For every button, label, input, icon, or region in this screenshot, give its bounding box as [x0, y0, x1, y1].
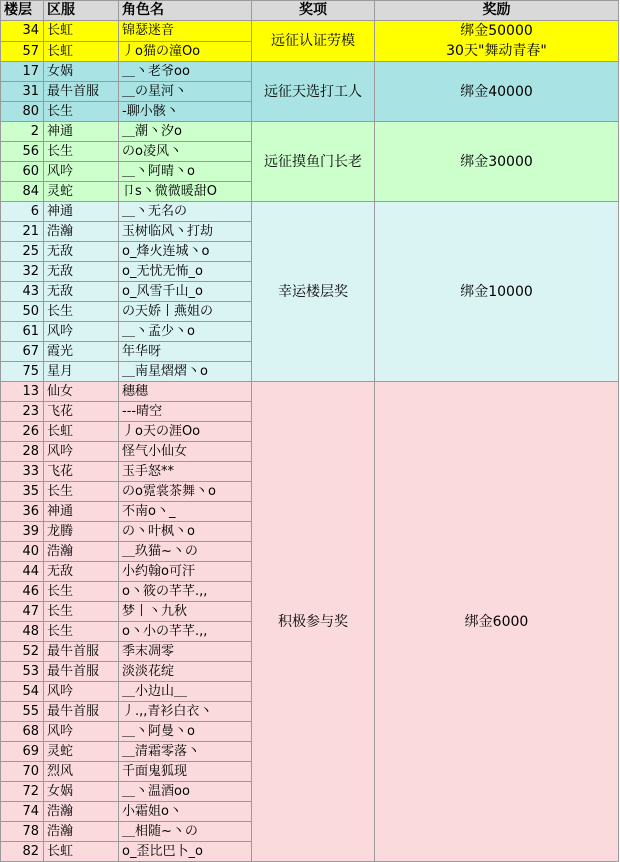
server-cell: 无敌 — [44, 282, 119, 302]
role-name-cell: 年华呀 — [119, 342, 252, 362]
server-cell: 风吟 — [44, 322, 119, 342]
role-name-cell: o_风雪千山_o — [119, 282, 252, 302]
role-name-cell: ＿丶阿曼丶o — [119, 722, 252, 742]
role-name-cell: 卩s丶微微暖甜O — [119, 182, 252, 202]
floor-cell: 67 — [1, 342, 44, 362]
table-row — [1, 62, 619, 82]
server-cell: 仙女 — [44, 382, 119, 402]
floor-cell: 32 — [1, 262, 44, 282]
role-name-cell: 锦瑟迷音 — [119, 21, 252, 42]
server-cell: 长生 — [44, 102, 119, 122]
server-cell: 烈风 — [44, 762, 119, 782]
server-cell: 长虹 — [44, 21, 119, 42]
server-cell: 长生 — [44, 142, 119, 162]
server-cell: 女娲 — [44, 62, 119, 82]
floor-cell: 52 — [1, 642, 44, 662]
header-server: 区服 — [44, 1, 119, 21]
server-cell: 最牛首服 — [44, 642, 119, 662]
server-cell: 女娲 — [44, 782, 119, 802]
server-cell: 长生 — [44, 482, 119, 502]
floor-cell: 47 — [1, 602, 44, 622]
server-cell: 灵蛇 — [44, 742, 119, 762]
header-reward: 奖励 — [375, 1, 619, 21]
floor-cell: 44 — [1, 562, 44, 582]
role-name-cell: 梦丨丶九秋 — [119, 602, 252, 622]
floor-cell: 61 — [1, 322, 44, 342]
floor-cell: 2 — [1, 122, 44, 142]
server-cell: 灵蛇 — [44, 182, 119, 202]
floor-cell: 21 — [1, 222, 44, 242]
server-cell: 最牛首服 — [44, 702, 119, 722]
role-name-cell: 不南o丶_ — [119, 502, 252, 522]
server-cell: 长生 — [44, 302, 119, 322]
reward-cell — [375, 382, 619, 862]
role-name-cell: o_烽火连城丶o — [119, 242, 252, 262]
floor-cell: 46 — [1, 582, 44, 602]
reward-line: 绑金10000 — [460, 283, 533, 300]
server-cell: 风吟 — [44, 442, 119, 462]
floor-cell: 25 — [1, 242, 44, 262]
floor-cell: 60 — [1, 162, 44, 182]
server-cell: 霞光 — [44, 342, 119, 362]
reward-cell — [375, 202, 619, 382]
server-cell: 风吟 — [44, 682, 119, 702]
floor-cell: 48 — [1, 622, 44, 642]
role-name-cell: ＿の星河丶 — [119, 82, 252, 102]
role-name-cell: o丶筱の芊芊.,, — [119, 582, 252, 602]
floor-cell: 50 — [1, 302, 44, 322]
role-name-cell: の丶叶枫丶o — [119, 522, 252, 542]
server-cell: 长生 — [44, 602, 119, 622]
reward-cell — [375, 62, 619, 122]
floor-cell: 13 — [1, 382, 44, 402]
server-cell: 飞花 — [44, 402, 119, 422]
role-name-cell: ＿丶温酒oo — [119, 782, 252, 802]
server-cell: 长虹 — [44, 842, 119, 862]
floor-cell: 34 — [1, 21, 44, 42]
role-name-cell: 怪气小仙女 — [119, 442, 252, 462]
server-cell: 长虹 — [44, 422, 119, 442]
award-cell: 远征认证劳模 — [252, 21, 375, 62]
role-name-cell: ＿南星熠熠丶o — [119, 362, 252, 382]
floor-cell: 70 — [1, 762, 44, 782]
floor-cell: 23 — [1, 402, 44, 422]
floor-cell: 82 — [1, 842, 44, 862]
role-name-cell: -聊小骸丶 — [119, 102, 252, 122]
role-name-cell: 玉树临风丶打劫 — [119, 222, 252, 242]
floor-cell: 54 — [1, 682, 44, 702]
floor-cell: 56 — [1, 142, 44, 162]
server-cell: 无敌 — [44, 262, 119, 282]
server-cell: 长生 — [44, 622, 119, 642]
floor-cell: 53 — [1, 662, 44, 682]
table-body — [1, 21, 619, 862]
floor-cell: 17 — [1, 62, 44, 82]
floor-cell: 40 — [1, 542, 44, 562]
header-row — [1, 1, 619, 21]
reward-line: 绑金30000 — [460, 153, 533, 170]
server-cell: 风吟 — [44, 722, 119, 742]
floor-cell: 72 — [1, 782, 44, 802]
role-name-cell: 季末凋零 — [119, 642, 252, 662]
role-name-cell: 丿o猫の潼Oo — [119, 41, 252, 62]
server-cell: 神通 — [44, 122, 119, 142]
role-name-cell: o_无忧无怖_o — [119, 262, 252, 282]
role-name-cell: のo凌风丶 — [119, 142, 252, 162]
server-cell: 最牛首服 — [44, 662, 119, 682]
server-cell: 浩瀚 — [44, 222, 119, 242]
role-name-cell: 小霜姐o丶 — [119, 802, 252, 822]
role-name-cell: ＿丶阿晴丶o — [119, 162, 252, 182]
floor-cell: 39 — [1, 522, 44, 542]
role-name-cell: ＿玖猫~丶の — [119, 542, 252, 562]
role-name-cell: ＿潮丶汐o — [119, 122, 252, 142]
role-name-cell: ＿丶老爷oo — [119, 62, 252, 82]
role-name-cell: ＿相随~丶の — [119, 822, 252, 842]
role-name-cell: 丿o天の涯Oo — [119, 422, 252, 442]
server-cell: 无敌 — [44, 242, 119, 262]
role-name-cell: 玉手怒** — [119, 462, 252, 482]
reward-line: 30天"舞动青春" — [446, 43, 547, 59]
role-name-cell: ＿丶无名の — [119, 202, 252, 222]
floor-cell: 28 — [1, 442, 44, 462]
floor-cell: 36 — [1, 502, 44, 522]
server-cell: 长虹 — [44, 41, 119, 62]
role-name-cell: ---晴空 — [119, 402, 252, 422]
reward-line: 绑金40000 — [460, 83, 533, 100]
table-row — [1, 202, 619, 222]
reward-line: 绑金6000 — [464, 613, 529, 630]
server-cell: 无敌 — [44, 562, 119, 582]
server-cell: 长生 — [44, 582, 119, 602]
header-award: 奖项 — [252, 1, 375, 21]
role-name-cell: 淡淡花绽 — [119, 662, 252, 682]
award-cell: 积极参与奖 — [252, 382, 375, 862]
role-name-cell: のo霓裳茶舞丶o — [119, 482, 252, 502]
award-cell: 幸运楼层奖 — [252, 202, 375, 382]
role-name-cell: 丿.,,青衫白衣丶 — [119, 702, 252, 722]
reward-cell — [375, 122, 619, 202]
role-name-cell: 小约翰o可汗 — [119, 562, 252, 582]
award-cell: 远征摸鱼门长老 — [252, 122, 375, 202]
role-name-cell: o_歪比巴卜_o — [119, 842, 252, 862]
floor-cell: 74 — [1, 802, 44, 822]
table-row — [1, 382, 619, 402]
server-cell: 神通 — [44, 202, 119, 222]
table-row — [1, 21, 619, 42]
server-cell: 最牛首服 — [44, 82, 119, 102]
floor-cell: 43 — [1, 282, 44, 302]
floor-cell: 75 — [1, 362, 44, 382]
server-cell: 浩瀚 — [44, 802, 119, 822]
floor-cell: 35 — [1, 482, 44, 502]
role-name-cell: ＿丶孟少丶o — [119, 322, 252, 342]
floor-cell: 55 — [1, 702, 44, 722]
floor-cell: 69 — [1, 742, 44, 762]
header-role-name: 角色名 — [119, 1, 252, 21]
role-name-cell: 穗穗 — [119, 382, 252, 402]
server-cell: 星月 — [44, 362, 119, 382]
award-cell: 远征天选打工人 — [252, 62, 375, 122]
server-cell: 浩瀚 — [44, 822, 119, 842]
header-floor: 楼层 — [1, 1, 44, 21]
floor-cell: 31 — [1, 82, 44, 102]
server-cell: 神通 — [44, 502, 119, 522]
floor-cell: 78 — [1, 822, 44, 842]
reward-line: 绑金50000 — [460, 23, 533, 39]
floor-cell: 80 — [1, 102, 44, 122]
floor-cell: 68 — [1, 722, 44, 742]
role-name-cell: 千面鬼狐现 — [119, 762, 252, 782]
floor-cell: 33 — [1, 462, 44, 482]
floor-cell: 84 — [1, 182, 44, 202]
role-name-cell: ＿小边山＿ — [119, 682, 252, 702]
role-name-cell: ＿清霜零落丶 — [119, 742, 252, 762]
server-cell: 飞花 — [44, 462, 119, 482]
role-name-cell: o丶小の芊芊.,, — [119, 622, 252, 642]
floor-cell: 26 — [1, 422, 44, 442]
floor-cell: 57 — [1, 41, 44, 62]
floor-cell: 6 — [1, 202, 44, 222]
table-row — [1, 122, 619, 142]
reward-cell — [375, 21, 619, 62]
server-cell: 龙腾 — [44, 522, 119, 542]
role-name-cell: の天娇丨燕姐の — [119, 302, 252, 322]
server-cell: 浩瀚 — [44, 542, 119, 562]
server-cell: 风吟 — [44, 162, 119, 182]
